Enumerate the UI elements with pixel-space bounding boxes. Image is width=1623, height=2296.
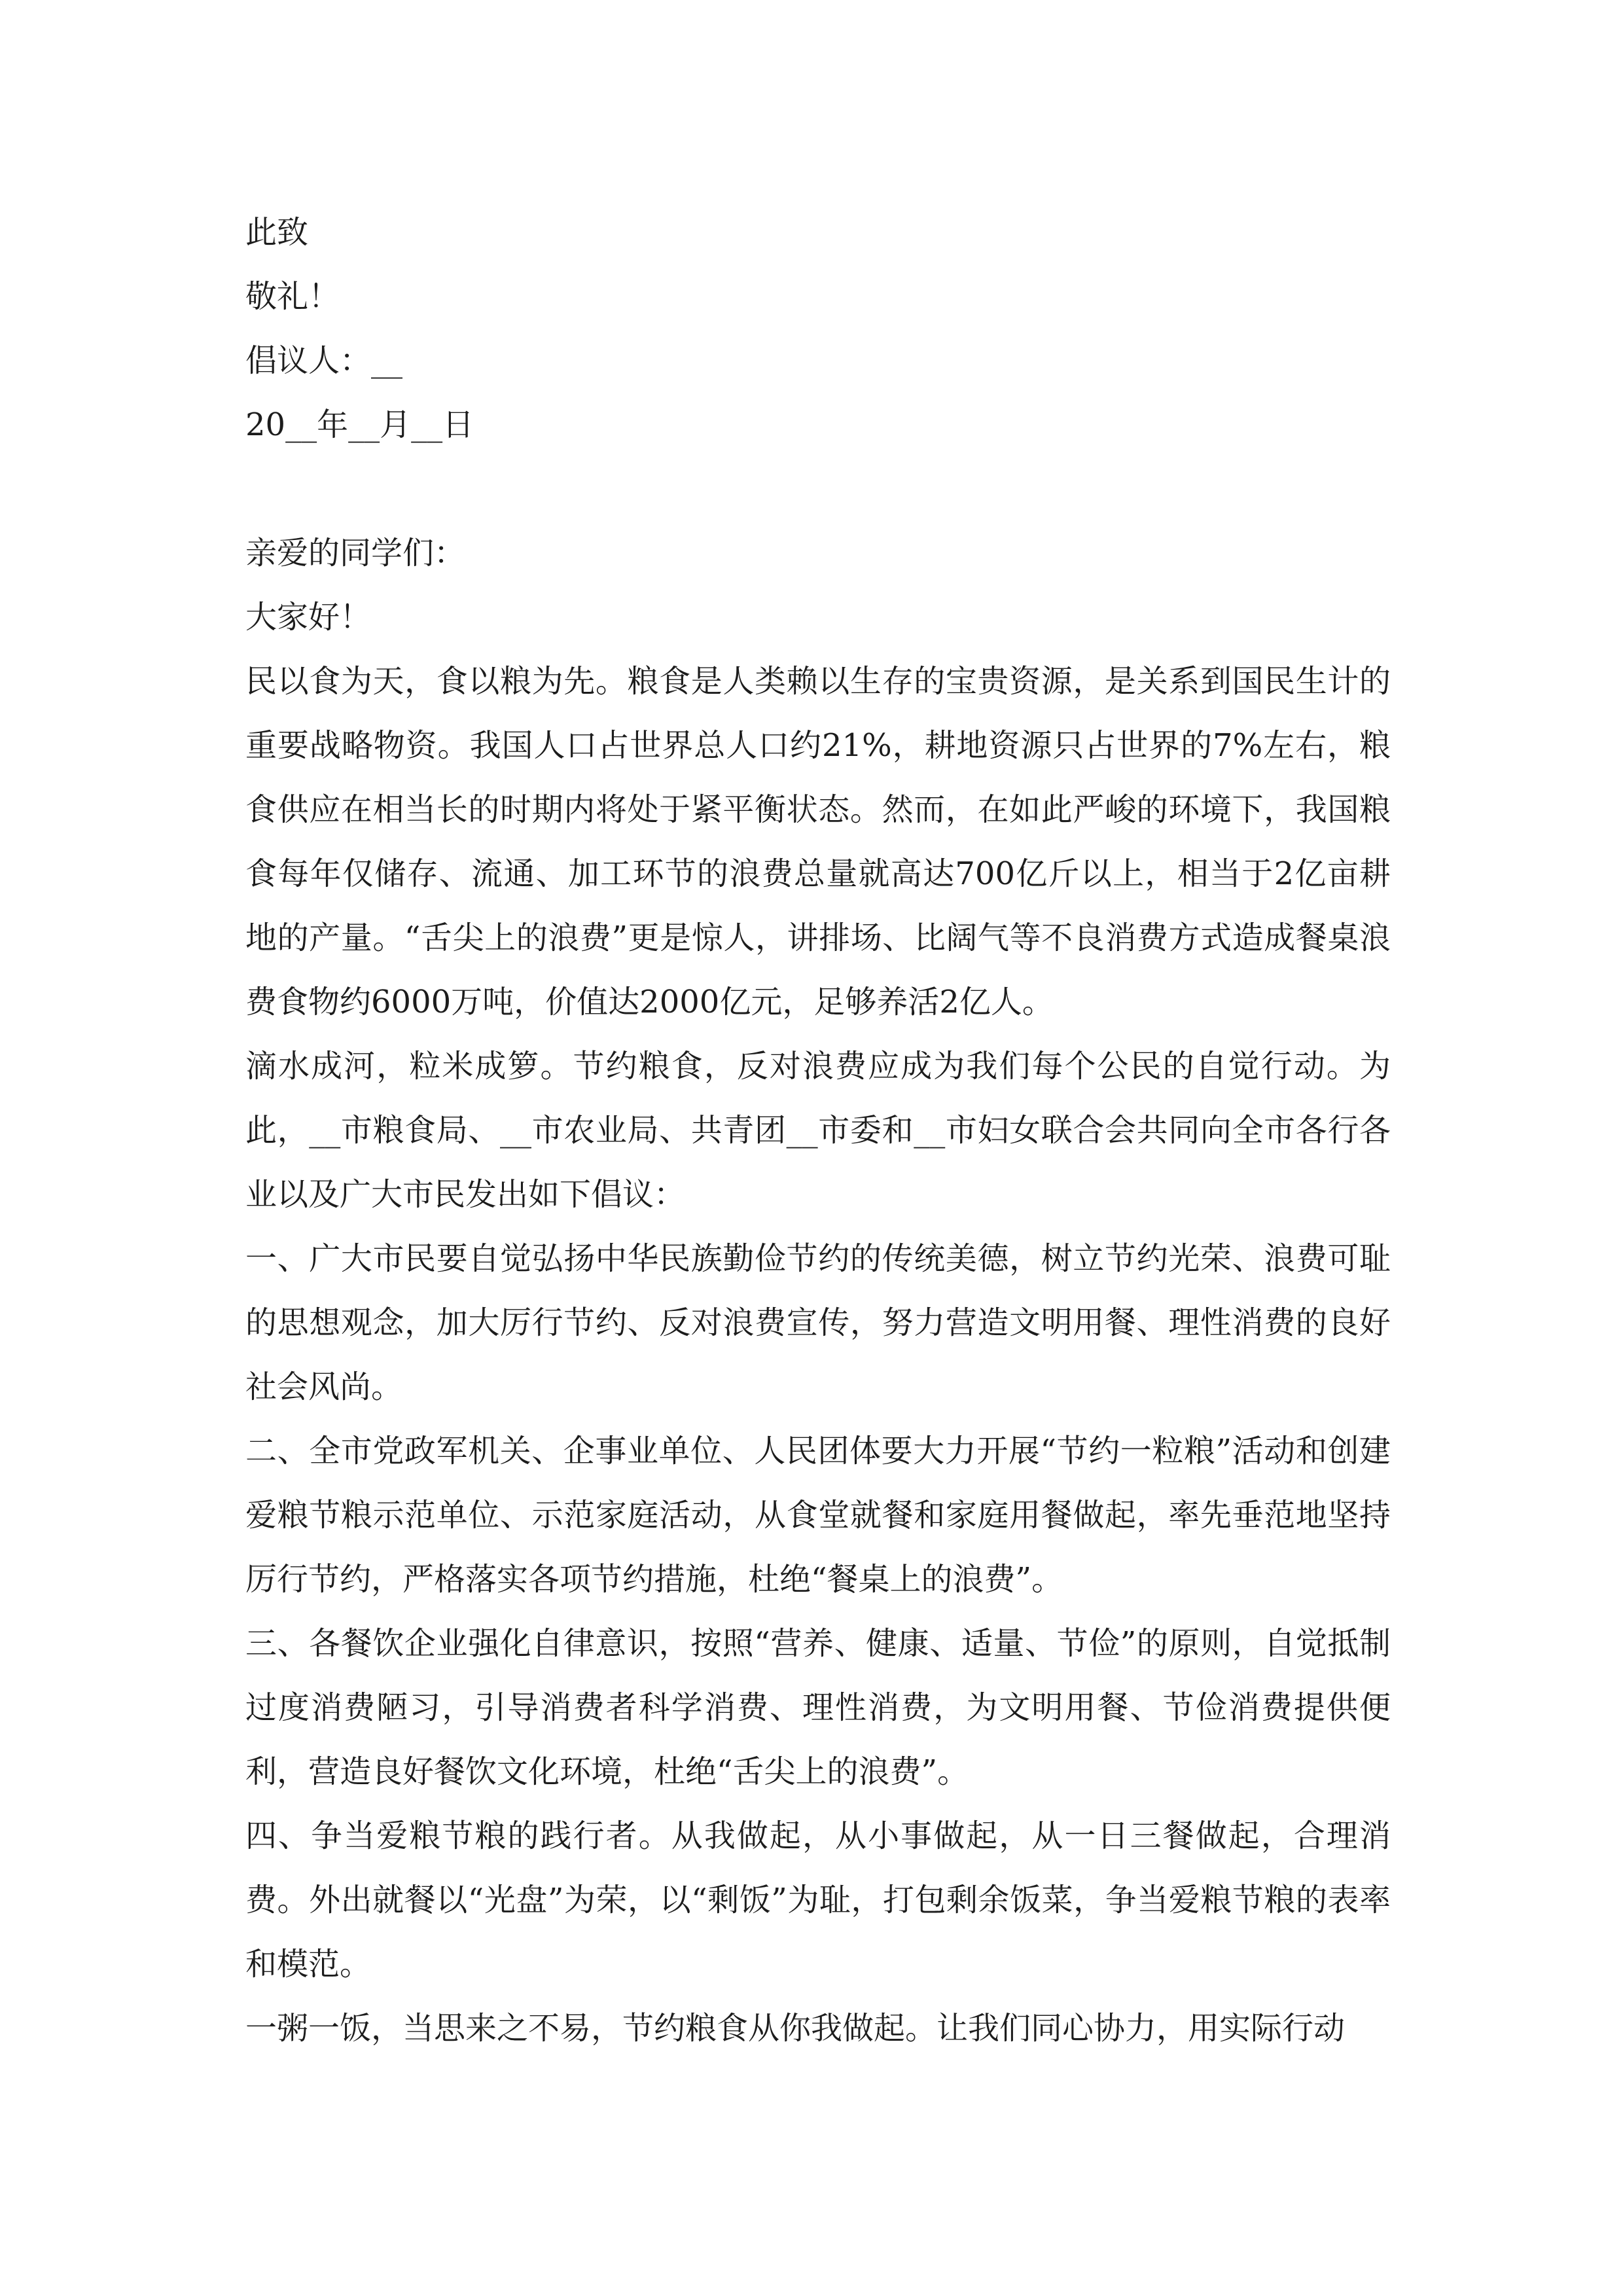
closing-line-respectfully: 此致 [245,214,309,251]
closing-line-salute: 敬礼！ [245,278,340,315]
paragraph-closing: 一粥一饭，当思来之不易，节约粮食从你我做起。让我们同心协力，用实际行动 [245,2010,1346,2047]
paragraph-item-2: 二、全市党政军机关、企事业单位、人民团体要大力开展“节约一粒粮”活动和创建爱粮节粮示范单位、示范家庭活动，从食堂就餐和家庭用餐做起，率先垂范地坚持厉行节约，严格落实各项节约措施，杜绝“餐桌上的浪费”。 [245,1433,1391,1598]
paragraph-item-1: 一、广大市民要自觉弘扬中华民族勤俭节约的传统美德，树立节约光荣、浪费可耻的思想观念，加大厉行节约、反对浪费宣传，努力营造文明用餐、理性消费的良好社会风尚。 [245,1240,1391,1405]
greeting: 大家好！ [245,599,372,636]
paragraph-intro: 民以食为天，食以粮为先。粮食是人类赖以生存的宝贵资源，是关系到国民生计的重要战略物资。我国人口占世界总人口约21%，耕地资源只占世界的7%左右，粮食供应在相当长的时期内将处于紧平衡状态。然而，在如此严峻的环境下，我国粮食每年仅储存、流通、加工环节的浪费总量就高达700亿斤以上，相当于2亿亩耕地的产量。“舌尖上的浪费”更是惊人，讲排场、比阔气等不良消费方式造成餐桌浪费食物约6000万吨，价值达2000亿元，足够养活2亿人。 [245,663,1391,1020]
paragraph-item-3: 三、各餐饮企业强化自律意识，按照“营养、健康、适量、节俭”的原则，自觉抵制过度消费陋习，引导消费者科学消费、理性消费，为文明用餐、节俭消费提供便利，营造良好餐饮文化环境，杜绝“舌尖上的浪费”。 [245,1625,1391,1790]
document-body [245,200,1391,2060]
signer-line: 倡议人：__ [245,342,403,379]
paragraph-call: 滴水成河，粒米成箩。节约粮食，反对浪费应成为我们每个公民的自觉行动。为此，__市粮食局、__市农业局、共青团__市委和__市妇女联合会共同向全市各行各业以及广大市民发出如下倡议： [245,1048,1391,1213]
date-line: 20__年__月__日 [245,406,474,443]
salutation: 亲爱的同学们： [245,535,466,571]
paragraph-item-4: 四、争当爱粮节粮的践行者。从我做起，从小事做起，从一日三餐做起，合理消费。外出就餐以“光盘”为荣，以“剩饭”为耻，打包剩余饭菜，争当爱粮节粮的表率和模范。 [245,1818,1391,1982]
section-gap [245,457,1391,521]
